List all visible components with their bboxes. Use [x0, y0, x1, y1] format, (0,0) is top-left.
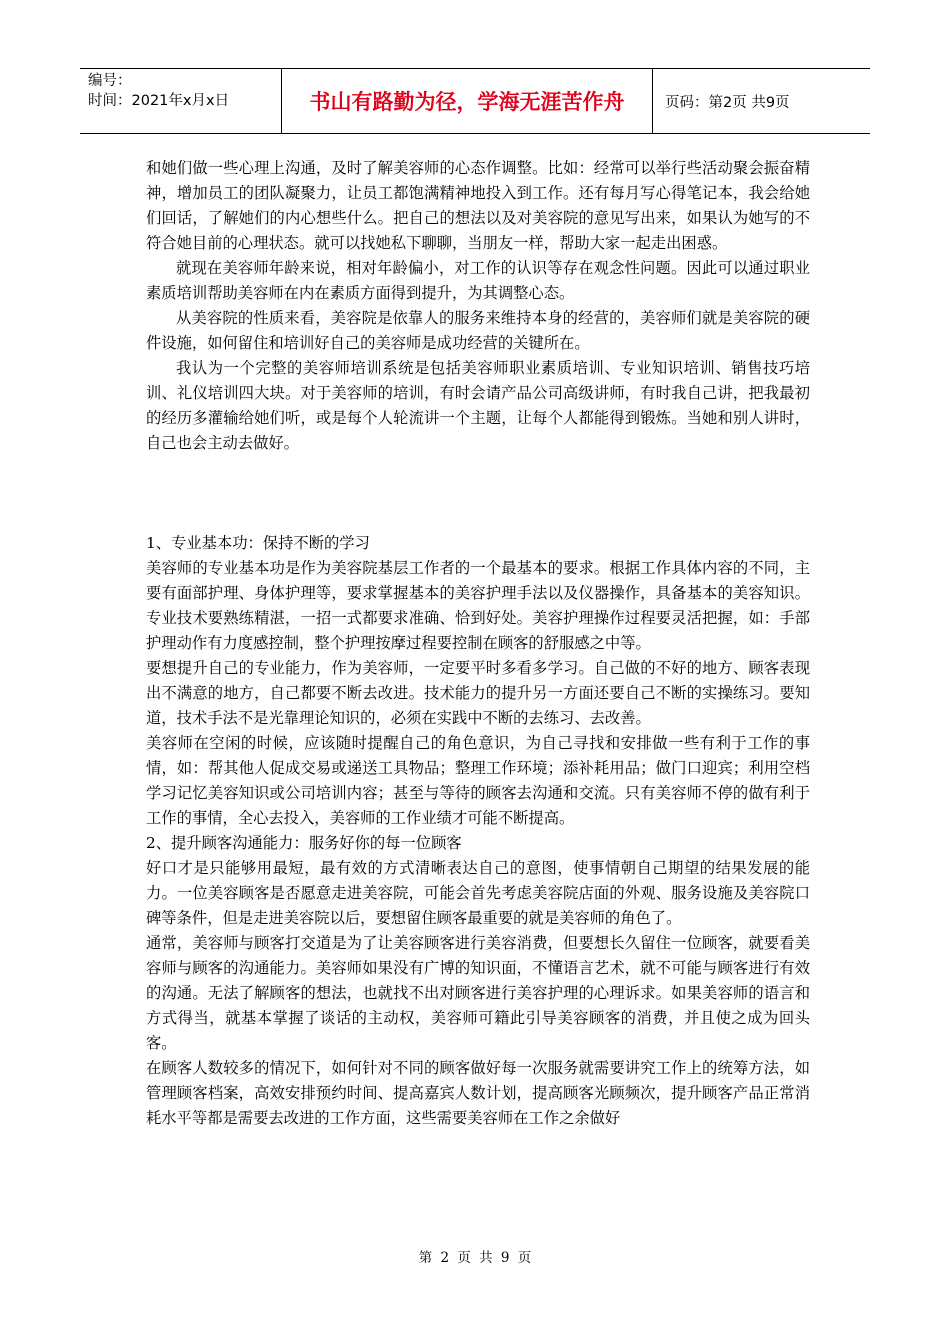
section-spacer: [146, 456, 810, 531]
section-heading: 2、提升顾客沟通能力：服务好你的每一位顾客: [146, 834, 462, 852]
section-paragraph: 通常，美容师与顾客打交道是为了让美容顾客进行美容消费，但要想长久留住一位顾客，就要看美容师与顾客的沟通能力。美容师如果没有广博的知识面，不懂语言艺术，就不可能与顾客进行有效的沟通。无法了解顾客的想法，也就找不出对顾客进行美容护理的心理诉求。如果美容师的语言和方式得当，就基本掌握了谈话的主动权，美容师可籍此引导美容顾客的消费，并且使之成为回头客。: [146, 934, 810, 1052]
body-paragraph: 从美容院的性质来看，美容院是依靠人的服务来维持本身的经营的，美容师们就是美容院的硬件设施，如何留住和培训好自己的美容师是成功经营的关键所在。: [146, 309, 810, 352]
header-meta: [80, 69, 282, 133]
header-page-label: 页码：第2页 共9页: [665, 94, 790, 111]
body-paragraph: 就现在美容师年龄来说，相对年龄偏小，对工作的认识等存在观念性问题。因此可以通过职业素质培训帮助美容师在内在素质方面得到提升，为其调整心态。: [146, 259, 810, 302]
document-number-label: 编号：: [88, 73, 132, 89]
body-paragraph: 我认为一个完整的美容师培训系统是包括美容师职业素质培训、专业知识培训、销售技巧培训、礼仪培训四大块。对于美容师的培训，有时会请产品公司高级讲师，有时我自己讲，把我最初的经历多灌输给她们听，或是每个人轮流讲一个主题，让每个人都能得到锻炼。当她和别人讲时，自己也会主动去做好。: [146, 359, 810, 452]
document-body: [146, 156, 810, 1131]
body-paragraph: 和她们做一些心理上沟通，及时了解美容师的心态作调整。比如：经常可以举行些活动聚会振奋精神，增加员工的团队凝聚力，让员工都饱满精神地投入到工作。还有每月写心得笔记本，我会给她们回话，了解她们的内心想些什么。把自己的想法以及对美容院的意见写出来，如果认为她写的不符合她目前的心理状态。就可以找她私下聊聊，当朋友一样，帮助大家一起走出困惑。: [146, 159, 810, 252]
section-paragraph: 好口才是只能够用最短，最有效的方式清晰表达自己的意图，使事情朝自己期望的结果发展的能力。一位美容顾客是否愿意走进美容院，可能会首先考虑美容院店面的外观、服务设施及美容院口碑等条件，但是走进美容院以后，要想留住顾客最重要的就是美容师的角色了。: [146, 859, 810, 927]
header-motto: 书山有路勤为径，学海无涯苦作舟: [282, 69, 653, 133]
section-paragraph: 美容师的专业基本功是作为美容院基层工作者的一个最基本的要求。根据工作具体内容的不同，主要有面部护理、身体护理等，要求掌握基本的美容护理手法以及仪器操作，具备基本的美容知识。专业技术要熟练精湛，一招一式都要求准确、恰到好处。美容护理操作过程要灵活把握，如：手部护理动作有力度感控制，整个护理按摩过程要控制在顾客的舒服感之中等。: [146, 559, 810, 652]
section-paragraph: 美容师在空闲的时候，应该随时提醒自己的角色意识，为自己寻找和安排做一些有利于工作的事情，如：帮其他人促成交易或递送工具物品；整理工作环境；添补耗用品；做门口迎宾；利用空档学习记忆美容知识或公司培训内容；甚至与等待的顾客去沟通和交流。只有美容师不停的做有利于工作的事情，全心去投入，美容师的工作业绩才可能不断提高。: [146, 734, 810, 827]
document-date-label: 时间：2021年x月x日: [88, 93, 230, 109]
page-header: [80, 68, 870, 134]
section-paragraph: 要想提升自己的专业能力，作为美容师，一定要平时多看多学习。自己做的不好的地方、顾客表现出不满意的地方，自己都要不断去改进。技术能力的提升另一方面还要自己不断的实操练习。要知道，技术手法不是光靠理论知识的，必须在实践中不断的去练习、去改善。: [146, 659, 810, 727]
section-heading: 1、专业基本功：保持不断的学习: [146, 534, 370, 552]
section-paragraph: 在顾客人数较多的情况下，如何针对不同的顾客做好每一次服务就需要讲究工作上的统筹方法，如管理顾客档案，高效安排预约时间、提高嘉宾人数计划，提高顾客光顾频次，提升顾客产品正常消耗水平等都是需要去改进的工作方面，这些需要美容师在工作之余做好: [146, 1059, 810, 1127]
page-footer: 第 2 页 共 9 页: [418, 1250, 532, 1266]
